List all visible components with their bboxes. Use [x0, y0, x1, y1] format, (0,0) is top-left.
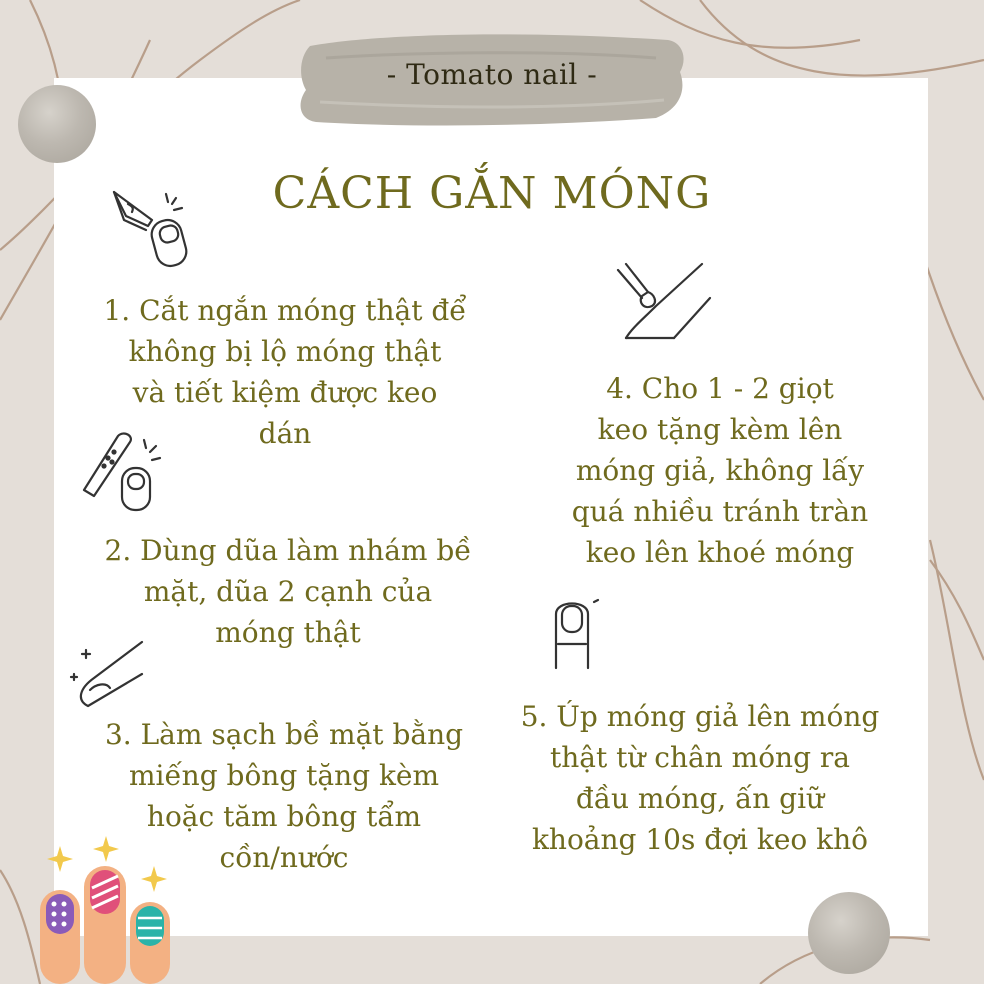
manicure-fingers-illustration — [30, 836, 190, 984]
step-4-text: 4. Cho 1 - 2 giọt keo tặng kèm lên móng giả, không lấy quá nhiều tránh tràn keo lên khoé móng — [571, 372, 869, 569]
step-1-text: 1. Cắt ngắn móng thật để không bị lộ móng thật và tiết kiệm được keo dán — [103, 294, 467, 450]
decorative-circle-top-left — [18, 85, 96, 163]
page-title: CÁCH GẮN MÓNG — [272, 168, 712, 219]
glue-drop-icon — [612, 262, 716, 342]
decorative-circle-bottom-right — [808, 892, 890, 974]
step-2-text: 2. Dùng dũa làm nhám bề mặt, dũa 2 cạnh của móng thật — [104, 534, 472, 649]
cleaning-finger-icon — [66, 640, 152, 710]
step-3-text: 3. Làm sạch bề mặt bằng miếng bông tặng kèm hoặc tăm bông tẩm cồn/nước — [104, 718, 464, 874]
step-5-text: 5. Úp móng giả lên móng thật từ chân móng ra đầu móng, ấn giữ khoảng 10s đợi keo khô — [520, 700, 880, 856]
brand-name: - Tomato nail - — [386, 58, 598, 91]
nail-file-icon — [78, 430, 170, 516]
finger-nail-icon — [552, 598, 602, 670]
nail-clipper-icon — [108, 186, 196, 276]
